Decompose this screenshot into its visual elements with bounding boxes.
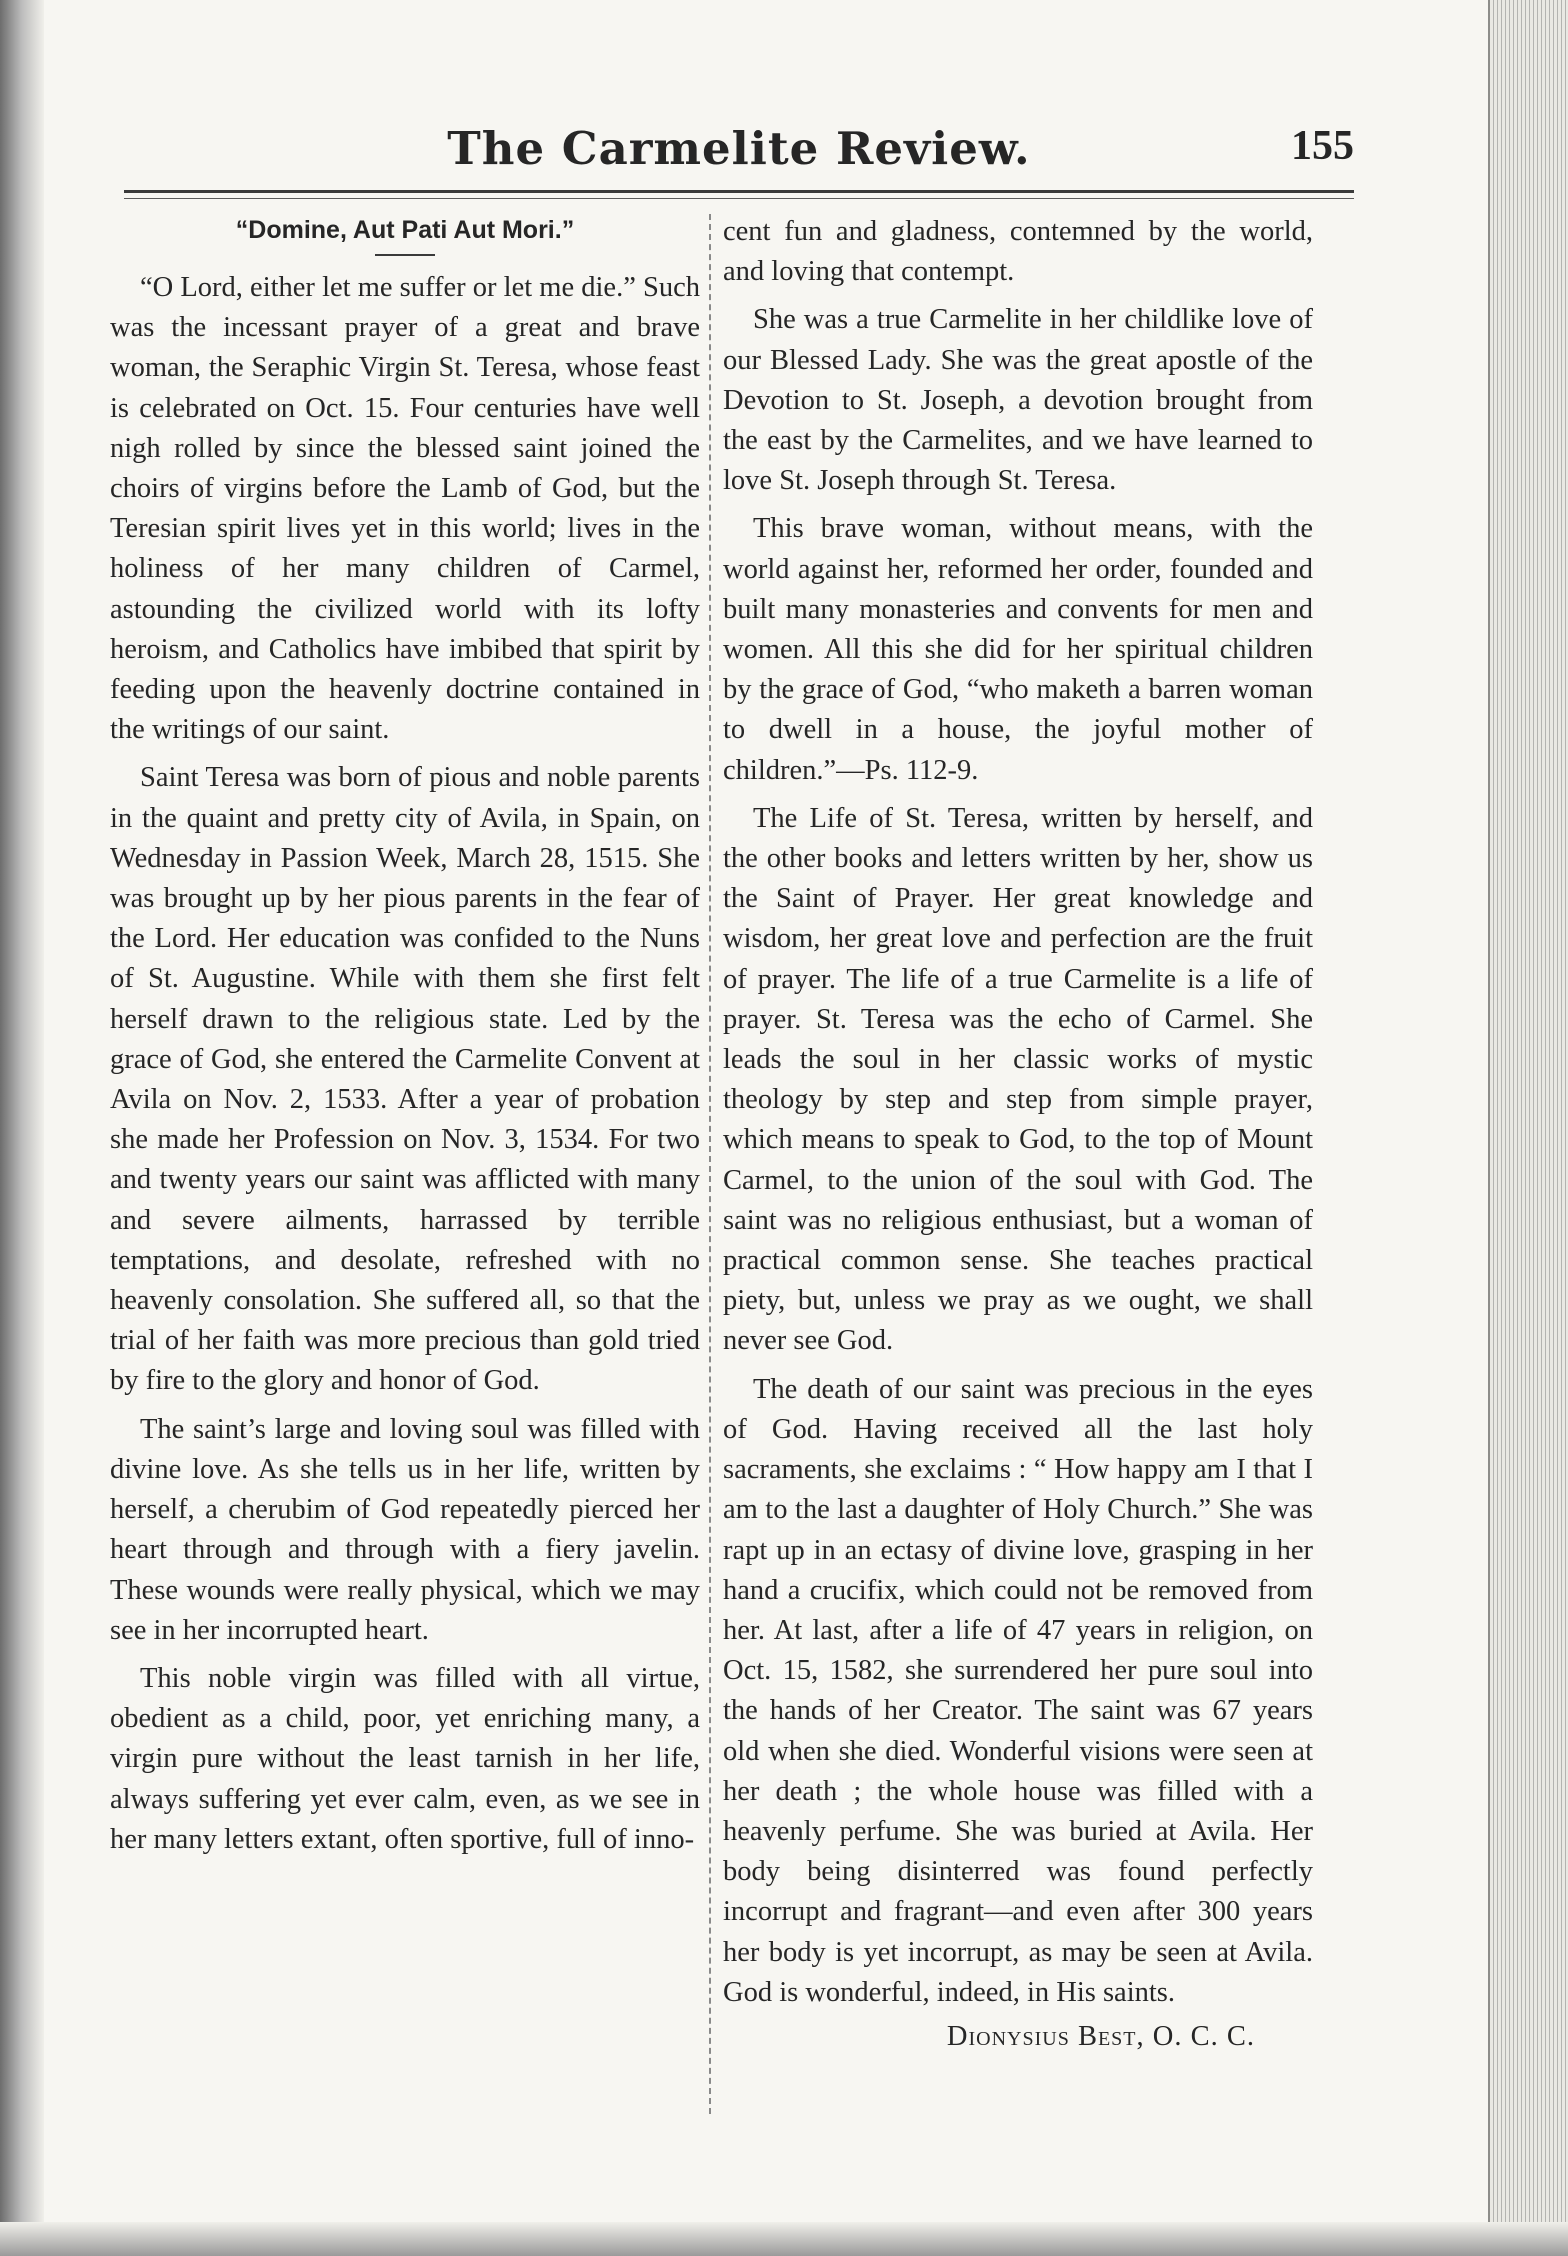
header-rule bbox=[124, 190, 1354, 193]
paragraph: This brave woman, without means, with the world against her, reformed her order, founded and built many monasteries and convents for men and women. All this she did for her spiritual children by the grace of God, “who maketh a barren woman to dwell in a house, the joyful mother of children.”—Ps. 112-9. bbox=[723, 513, 1313, 786]
paragraph: “O Lord, either let me suffer or let me die.” Such was the incessant prayer of a great and brave woman, the Seraphic Virgin St. Teresa, whose feast is celebrated on Oct. 15. Four centuries have well nigh rolled by since the blessed saint joined the choirs of virgins before the Lamb of God, but the Teresian spirit lives yet in this world; lives in the holiness of her many children of Carmel, astounding the civilized world with its lofty heroism, and Catholics have imbibed that spirit by feeding upon the heavenly doctrine contained in the writings of our saint. bbox=[110, 272, 700, 746]
paragraph-continued: cent fun and gladness, contemned by the world, and loving that contempt. bbox=[723, 216, 1313, 288]
paragraph: She was a true Carmelite in her childlike love of our Blessed Lady. She was the great apostle of the Devotion to St. Joseph, a devotion brought from the east by the Carmelites, and we have learned to love St. Joseph through St. Teresa. bbox=[723, 304, 1313, 497]
title-rule bbox=[375, 254, 435, 256]
scan-left-edge bbox=[0, 0, 44, 2256]
article-title: “Domine, Aut Pati Aut Mori.” bbox=[235, 216, 575, 244]
book-page bbox=[44, 0, 1490, 2222]
running-header bbox=[124, 114, 1354, 184]
author-signature: Dionysius Best, O. C. C. bbox=[946, 2020, 1255, 2052]
header-rule-thin bbox=[124, 198, 1354, 199]
paragraph: The Life of St. Teresa, written by herself, and the other books and letters written by her, show us the Saint of Prayer. Her great knowledge and wisdom, her great love and perfection are the fruit of prayer. The life of a true Carmelite is a life of prayer. St. Teresa was the echo of Carmel. She leads the soul in her classic works of mystic theology by step and step from simple prayer, which means to speak to God, to the top of Mount Carmel, to the union of the soul with God. The saint was no religious enthusiast, but a woman of practical common sense. She teaches practical piety, but, unless we pray as we ought, we shall never see God. bbox=[723, 802, 1313, 1357]
right-column bbox=[723, 212, 1313, 2057]
left-column bbox=[110, 212, 700, 1860]
paragraph: The saint’s large and loving soul was filled with divine love. As she tells us in her life, written by herself, a cherubim of God repeatedly pierced her heart through and through with a fiery javelin. These wounds were really physical, which we may see in her incorrupted heart. bbox=[110, 1413, 700, 1646]
paragraph: The death of our saint was precious in the eyes of God. Having received all the last holy sacraments, she exclaims : “ How happy am I that I am to the last a daughter of Holy Church.” She was rapt up in an ectasy of divine love, grasping in her hand a crucifix, which could not be removed from her. At last, after a life of 47 years in religion, on Oct. 15, 1582, she surrendered her pure soul into the hands of her Creator. The saint was 67 years old when she died. Wonderful visions were seen at her death ; the whole house was filled with a heavenly perfume. She was buried at Avila. Her body being disinterred was found perfectly incorrupt and fragrant—and even after 300 years her body is yet incorrupt, as may be seen at Avila. God is wonderful, indeed, in His saints. bbox=[723, 1373, 1313, 2008]
paragraph: This noble virgin was filled with all virtue, obedient as a child, poor, yet enriching many, a virgin pure without the least tarnish in her life, always suffering yet ever calm, even, as we see in her many letters extant, often sportive, full of inno- bbox=[110, 1662, 700, 1855]
journal-title: The Carmelite Review. bbox=[447, 122, 1031, 175]
page-edges bbox=[1488, 0, 1568, 2256]
scan-bottom-edge bbox=[0, 2222, 1568, 2256]
page-number: 155 bbox=[1291, 123, 1354, 169]
column-divider bbox=[709, 214, 711, 2114]
paragraph: Saint Teresa was born of pious and noble parents in the quaint and pretty city of Avila, in Spain, on Wednesday in Passion Week, March 28, 1515. She was brought up by her pious parents in the fear of the Lord. Her education was confided to the Nuns of St. Augustine. While with them she first felt herself drawn to the religious state. Led by the grace of God, she entered the Carmelite Convent at Avila on Nov. 2, 1533. After a year of probation she made her Profession on Nov. 3, 1534. For two and twenty years our saint was afflicted with many and severe ailments, harrassed by terrible temptations, and desolate, refreshed with no heavenly consolation. She suffered all, so that the trial of her faith was more precious than gold tried by fire to the glory and honor of God. bbox=[110, 762, 700, 1397]
